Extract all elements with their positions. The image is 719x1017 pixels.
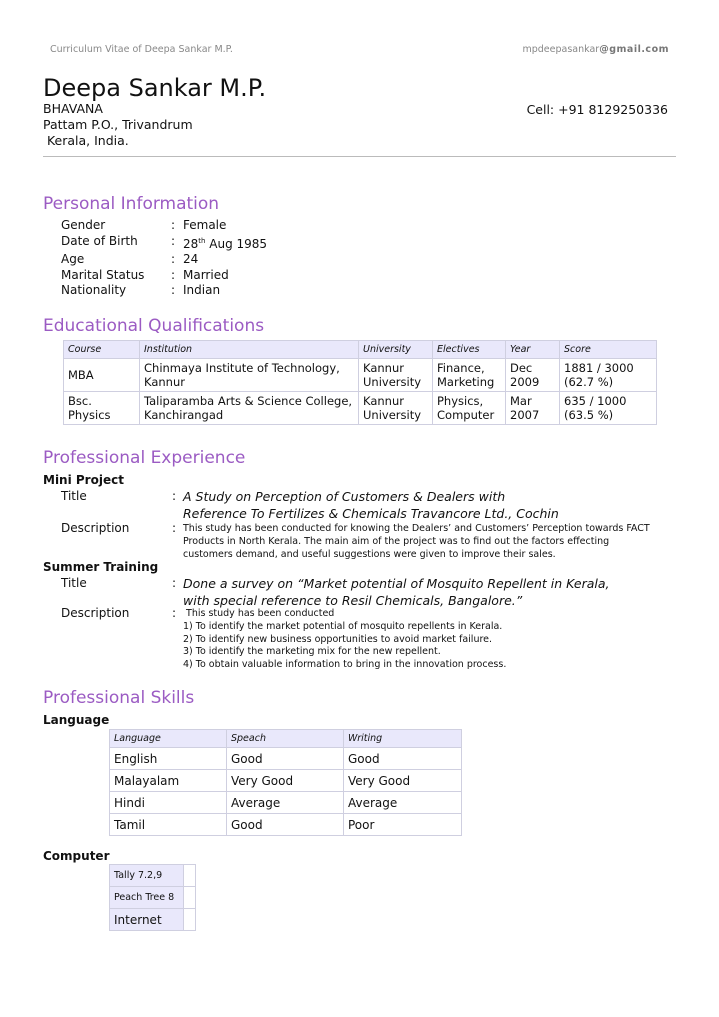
info-row — [61, 218, 267, 234]
summer-desc-label: Description — [61, 606, 130, 620]
table-cell-empty — [184, 865, 196, 887]
table-cell: Physics, Computer — [433, 392, 506, 425]
text-line: 1) To identify the market potential of mosquito repellents in Kerala. — [183, 620, 503, 632]
text-line: 2) To identify new business opportunities to avoid market failure. — [183, 633, 493, 645]
text-line: This study has been conducted — [183, 608, 335, 619]
colon: : — [172, 489, 177, 503]
summer-title-label: Title — [61, 576, 87, 590]
mini-title-value — [183, 488, 559, 522]
text-line: customers demand, and useful suggestions were given to improve their sales. — [183, 548, 556, 560]
table-cell-empty — [184, 909, 196, 931]
table-cell: Average — [227, 792, 344, 814]
table-cell: Internet — [110, 909, 184, 931]
table-row — [64, 359, 657, 392]
info-row — [61, 268, 267, 284]
colon: : — [171, 218, 176, 232]
info-row — [61, 234, 267, 253]
summer-desc-value — [183, 608, 663, 672]
table-cell-empty — [184, 887, 196, 909]
colon: : — [171, 283, 176, 297]
column-header: Electives — [433, 341, 506, 359]
language-table — [109, 729, 462, 836]
table-cell: Malayalam — [110, 770, 227, 792]
mini-title-label: Title — [61, 489, 87, 503]
column-header: Speach — [227, 730, 344, 748]
column-header: Language — [110, 730, 227, 748]
table-row — [110, 814, 462, 836]
info-row — [61, 283, 267, 299]
table-header-row — [110, 730, 462, 748]
table-cell: Kannur University — [359, 392, 433, 425]
table-row — [110, 770, 462, 792]
text-line: A Study on Perception of Customers & Dealers with — [183, 489, 506, 504]
text-line: Reference To Fertilizes & Chemicals Travancore Ltd., Cochin — [183, 506, 559, 521]
column-header: Institution — [140, 341, 359, 359]
summer-training-heading: Summer Training — [43, 560, 159, 574]
table-cell: Very Good — [227, 770, 344, 792]
colon: : — [172, 576, 177, 590]
divider — [43, 156, 676, 157]
table-cell: Mar 2007 — [506, 392, 560, 425]
address-line: BHAVANA — [43, 101, 103, 116]
text-line: Products in North Kerala. The main aim of the project was to find out the factors effecting — [183, 535, 610, 547]
table-cell: Finance, Marketing — [433, 359, 506, 392]
info-key: Gender — [61, 218, 106, 232]
personal-info-list — [61, 218, 267, 299]
table-row — [110, 865, 196, 887]
candidate-name: Deepa Sankar M.P. — [43, 74, 267, 102]
header-email[interactable] — [522, 44, 669, 55]
table-cell: 635 / 1000 (63.5 %) — [560, 392, 657, 425]
email-domain: @gmail.com — [599, 44, 669, 55]
cell-number: Cell: +91 8129250336 — [526, 102, 668, 117]
text-line: Done a survey on “Market potential of Mosquito Repellent in Kerala, — [183, 576, 610, 591]
info-value: Indian — [183, 283, 221, 297]
table-cell: Kannur University — [359, 359, 433, 392]
table-cell: 1881 / 3000 (62.7 %) — [560, 359, 657, 392]
dob-day: 28 — [183, 236, 199, 251]
table-cell: MBA — [64, 359, 140, 392]
table-cell: Tally 7.2,9 — [110, 865, 184, 887]
table-cell: English — [110, 748, 227, 770]
table-row — [110, 748, 462, 770]
email-user: mpdeepasankar — [522, 44, 600, 55]
info-key: Age — [61, 252, 85, 266]
table-cell: Good — [344, 748, 462, 770]
language-heading: Language — [43, 713, 110, 727]
column-header: Course — [64, 341, 140, 359]
header-title: Curriculum Vitae of Deepa Sankar M.P. — [50, 44, 233, 55]
mini-desc-value — [183, 523, 663, 561]
section-title-experience: Professional Experience — [43, 448, 246, 468]
table-row — [110, 909, 196, 931]
address-line: Kerala, India. — [43, 133, 129, 148]
address-line: Pattam P.O., Trivandrum — [43, 117, 193, 132]
mini-project-heading: Mini Project — [43, 473, 124, 487]
colon: : — [172, 521, 177, 535]
table-cell: Dec 2009 — [506, 359, 560, 392]
text-line: 3) To identify the marketing mix for the new repellent. — [183, 646, 441, 658]
column-header: Score — [560, 341, 657, 359]
table-cell: Poor — [344, 814, 462, 836]
text-line: with special reference to Resil Chemicals, Bangalore.” — [183, 593, 523, 608]
summer-title-value — [183, 575, 609, 609]
text-line: This study has been conducted for knowing the Dealers’ and Customers’ Perception towards FACT — [183, 523, 650, 534]
dob-suffix: th — [198, 236, 206, 245]
info-key: Date of Birth — [61, 233, 138, 248]
colon: : — [172, 606, 177, 620]
info-row — [61, 252, 267, 268]
info-value — [183, 234, 267, 253]
column-header: University — [359, 341, 433, 359]
table-cell: Peach Tree 8 — [110, 887, 184, 909]
table-cell: Good — [227, 748, 344, 770]
section-title-education: Educational Qualifications — [43, 316, 265, 336]
computer-skills-table — [109, 864, 196, 931]
text-line: 4) To obtain valuable information to bring in the innovation process. — [183, 659, 507, 671]
table-cell: Bsc. Physics — [64, 392, 140, 425]
education-table — [63, 340, 657, 425]
table-cell: Chinmaya Institute of Technology, Kannur — [140, 359, 359, 392]
info-value: Married — [183, 267, 229, 282]
table-row — [64, 392, 657, 425]
table-cell: Taliparamba Arts & Science College, Kanchirangad — [140, 392, 359, 425]
info-key: Nationality — [61, 283, 127, 297]
mini-desc-label: Description — [61, 521, 130, 535]
colon: : — [171, 233, 176, 248]
info-value: Female — [183, 218, 227, 232]
computer-heading: Computer — [43, 849, 110, 863]
column-header: Writing — [344, 730, 462, 748]
info-key: Marital Status — [61, 267, 145, 282]
dob-rest: Aug 1985 — [205, 236, 268, 251]
table-cell: Good — [227, 814, 344, 836]
info-value: 24 — [183, 252, 199, 266]
table-row — [110, 792, 462, 814]
table-header-row — [64, 341, 657, 359]
column-header: Year — [506, 341, 560, 359]
address-block — [43, 101, 193, 149]
colon: : — [171, 252, 176, 266]
table-cell: Tamil — [110, 814, 227, 836]
section-title-personal: Personal Information — [43, 194, 220, 214]
table-cell: Very Good — [344, 770, 462, 792]
colon: : — [171, 267, 176, 282]
section-title-skills: Professional Skills — [43, 688, 195, 708]
table-cell: Hindi — [110, 792, 227, 814]
table-row — [110, 887, 196, 909]
table-cell: Average — [344, 792, 462, 814]
page-header — [50, 44, 669, 55]
